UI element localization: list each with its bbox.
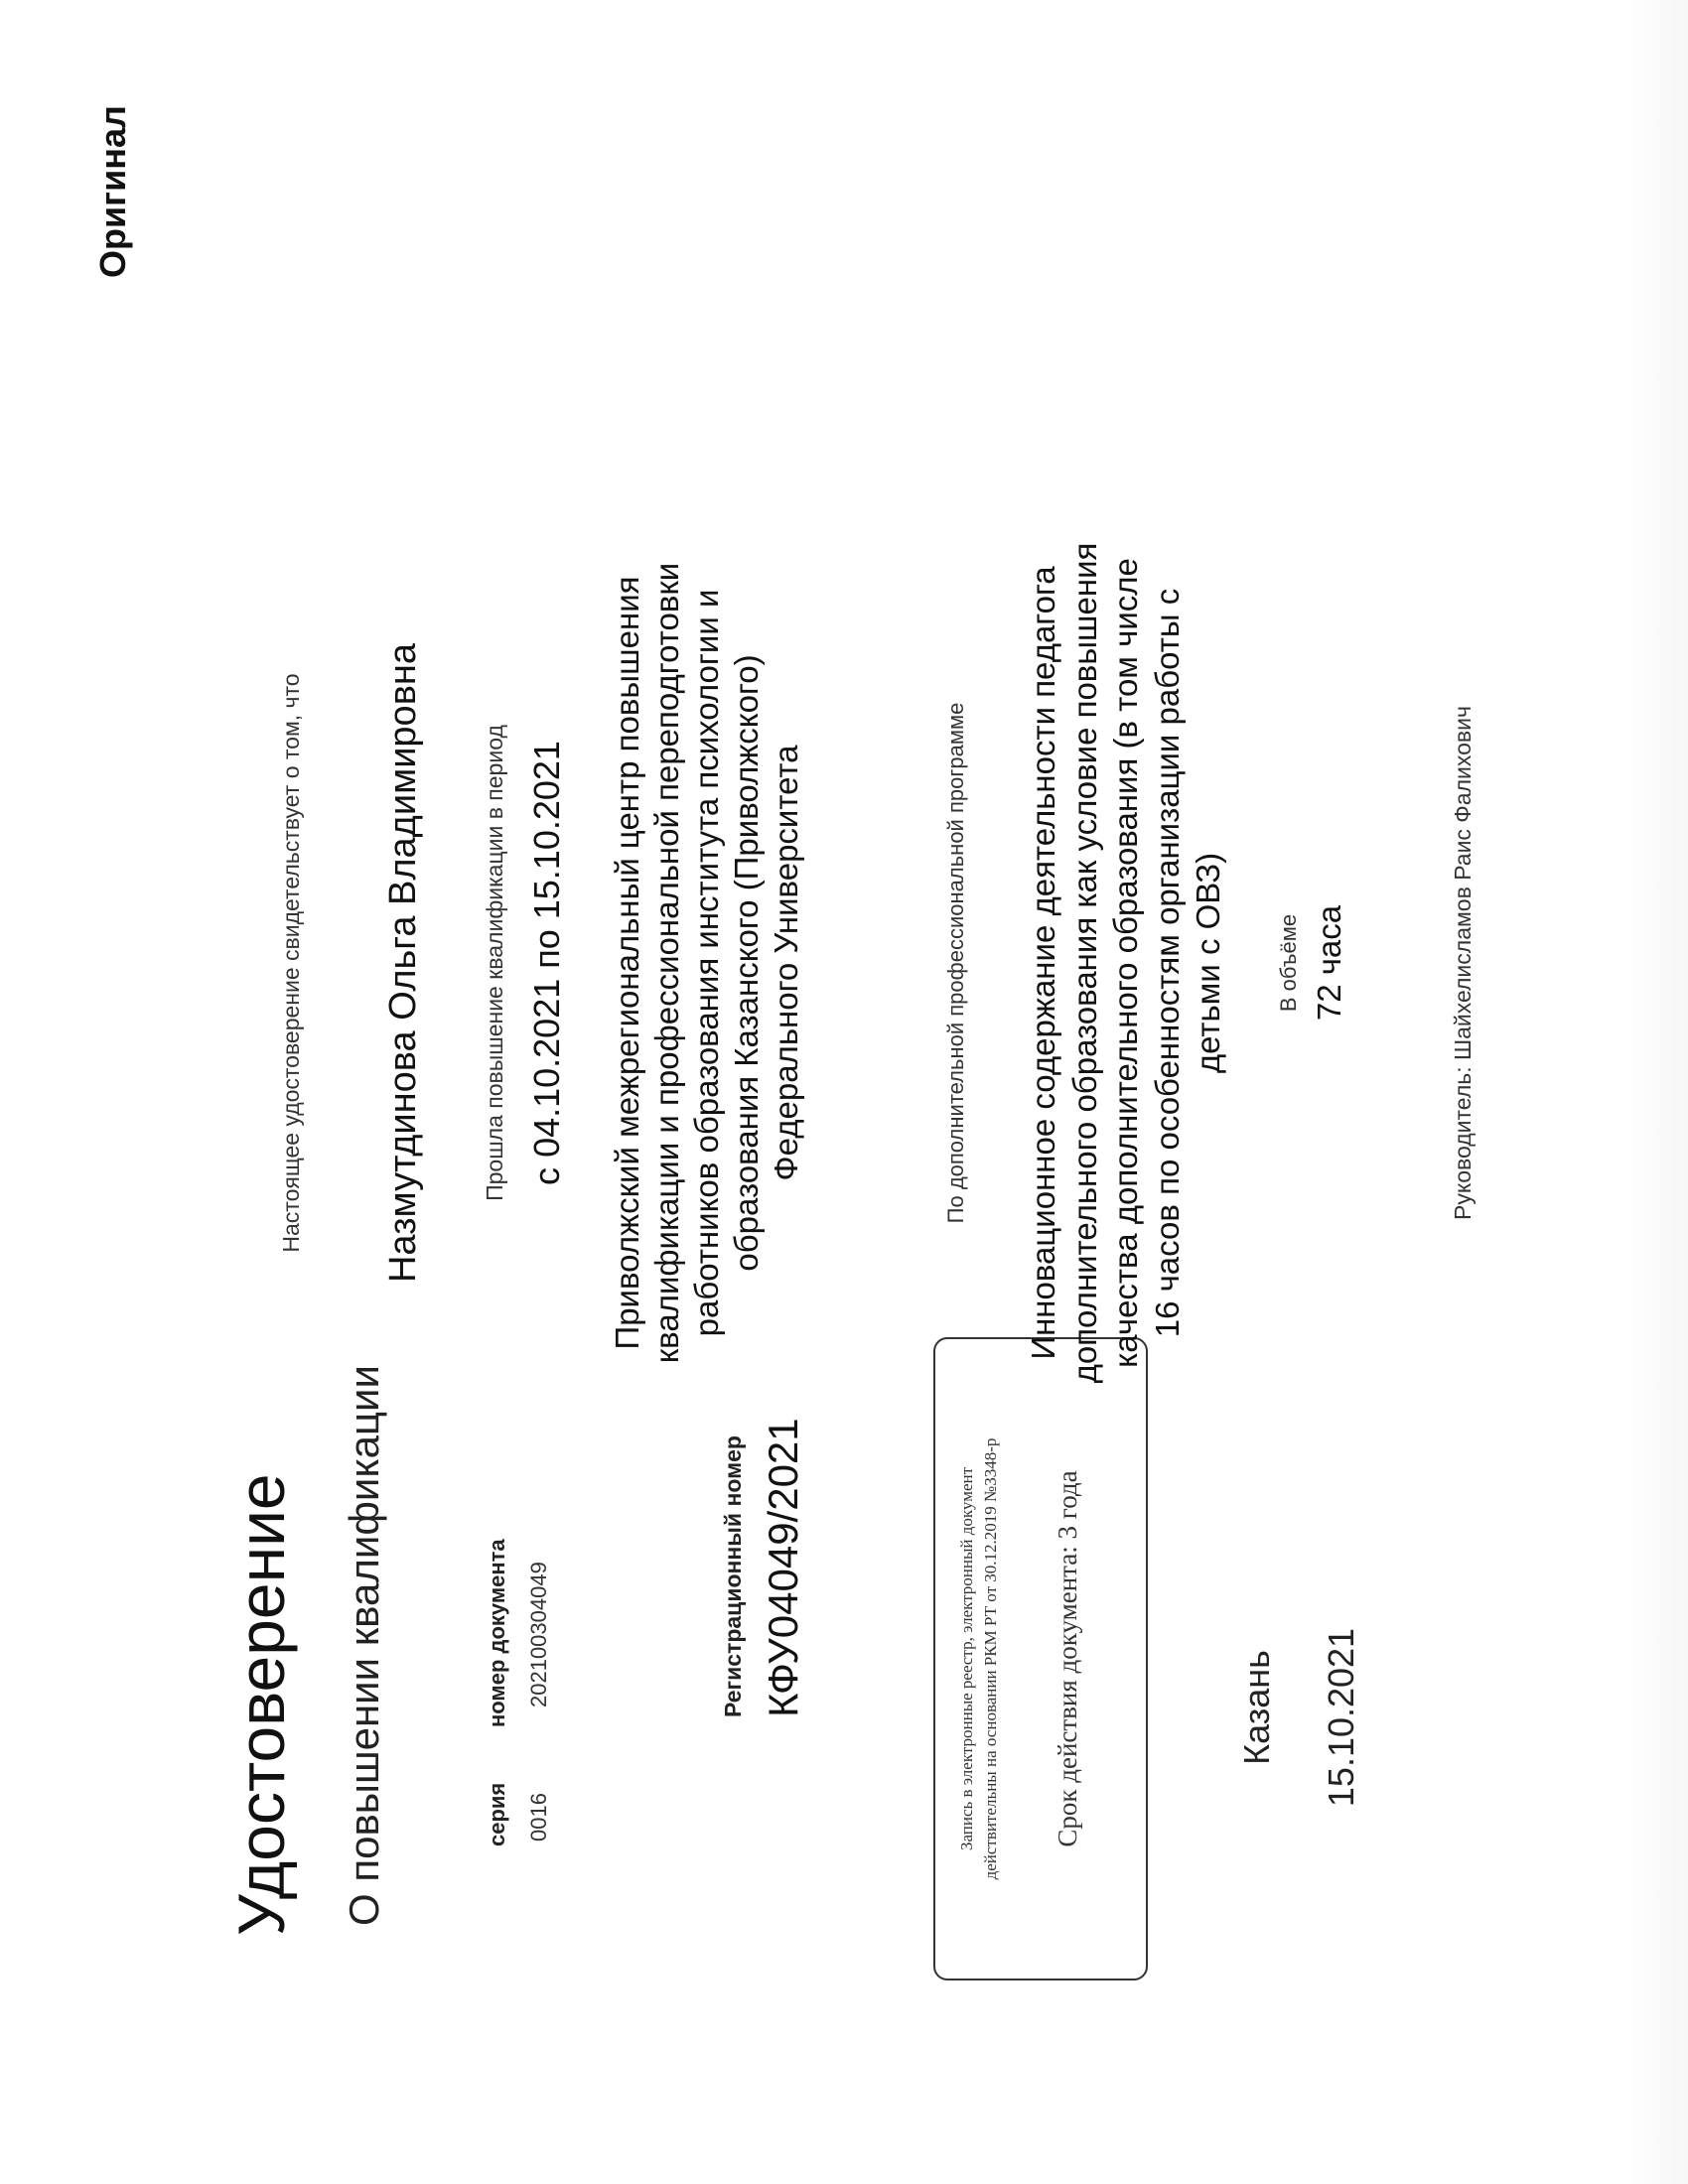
organization-line: квалификации и профессиональной переподготовки [648, 562, 685, 1364]
organization-name [608, 417, 806, 1509]
series-value: 0016 [526, 1793, 551, 1842]
original-mark: Оригинал [92, 105, 133, 278]
certificate-subtitle: О повышении квалификации [341, 1365, 387, 1926]
program-line: Инновационное содержание деятельности педагога [1025, 566, 1061, 1360]
organization-line: работников образования института психологии и [688, 589, 725, 1337]
training-period: с 04.10.2021 по 15.10.2021 [526, 741, 567, 1185]
organization-line: образования Казанского (Приволжского) [728, 654, 765, 1272]
issue-city: Казань [1236, 1650, 1277, 1765]
volume-label: В объёме [1276, 913, 1301, 1013]
head-signature-line: Руководитель: Шайхелисламов Раис Фалихович [1450, 706, 1476, 1220]
issue-date: 15.10.2021 [1321, 1627, 1361, 1808]
document-validity-note: Срок действия документа: 3 года [1053, 1470, 1082, 1847]
period-label: Прошла повышение квалификации в период [482, 725, 507, 1201]
registration-number-value: КФУ04049/2021 [760, 1418, 806, 1717]
registry-note-line-2: действительны на основании РКМ РТ от 30.12.2019 №3348-р [981, 1437, 1000, 1880]
certificate-title: Удостоверение [224, 1473, 298, 1936]
series-label: серия [485, 1782, 509, 1846]
document-number-label: номер документа [485, 1539, 509, 1727]
program-line: дополнительного образования как условие повышения [1065, 542, 1103, 1384]
registration-number-label: Регистрационный номер [720, 1435, 746, 1717]
intro-text: Настоящее удостоверение свидетельствует о том, что [278, 673, 304, 1253]
recipient-name: Назмутдинова Ольга Владимировна [382, 642, 424, 1284]
program-title [1023, 417, 1229, 1509]
program-line: 16 часов по особенностям организации работы с [1148, 588, 1186, 1338]
program-label: По дополнительной профессиональной программе [943, 702, 968, 1224]
organization-line: Федерального Университета [768, 745, 804, 1181]
program-line: качества дополнительного образования (в том числе [1107, 558, 1144, 1368]
registry-note-line-1: Запись в электронные реестр, электронный документ [957, 1466, 976, 1851]
organization-line: Приволжский межрегиональный центр повышения [609, 576, 645, 1350]
program-line: детьми с ОВЗ) [1190, 852, 1226, 1074]
document-number-value: 202100304049 [526, 1562, 551, 1707]
volume-value: 72 часа [1311, 904, 1347, 1022]
